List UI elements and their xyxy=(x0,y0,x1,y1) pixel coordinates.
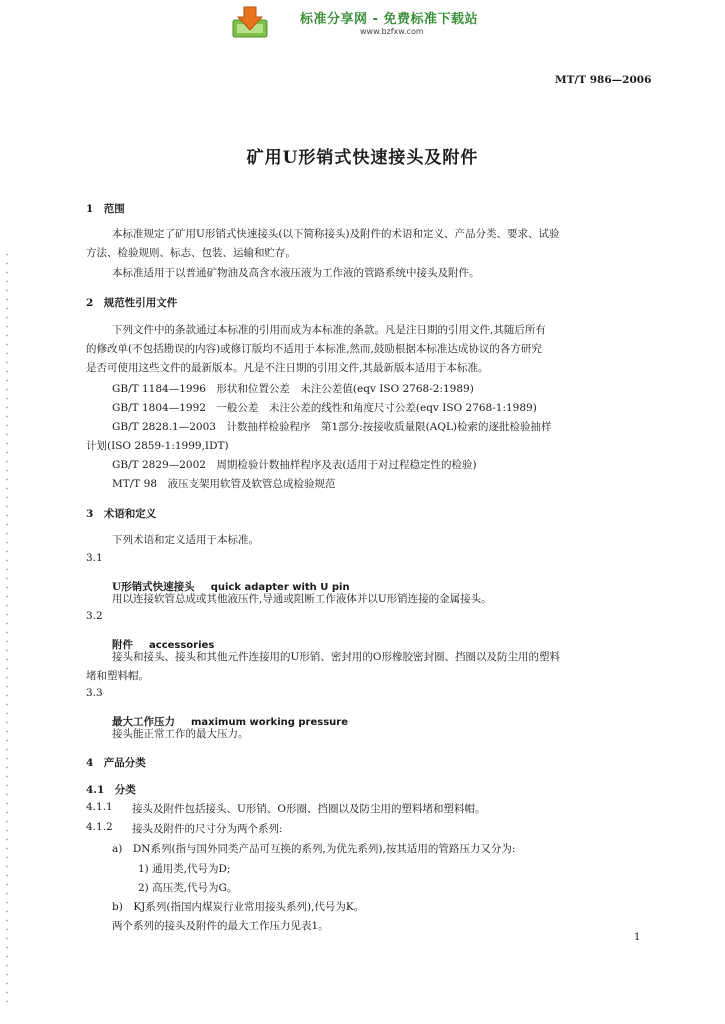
term-definition: 堵和塑料帽。 xyxy=(86,670,149,682)
standard-number: MT/T 986—2006 xyxy=(555,74,652,86)
reference-item: GB/T 2828.1—2003 计数抽样检验程序 第1部分:按接收质量限(AQL)检索的逐批检验抽样 xyxy=(112,421,552,433)
clause-text: 接头及附件的尺寸分为两个系列: xyxy=(132,823,283,835)
reference-item: GB/T 1184—1996 形状和位置公差 未注公差值(eqv ISO 2768-2:1989) xyxy=(112,383,474,395)
section-2-intro-line: 是否可使用这些文件的最新版本。凡是不注日期的引用文件,其最新版本适用于本标准。 xyxy=(86,362,489,374)
term-english: accessories xyxy=(149,640,215,651)
term-english: maximum working pressure xyxy=(191,717,348,728)
clause-number: 4.1.2 xyxy=(86,821,113,833)
list-item: a) DN系列(指与国外同类产品可互换的系列,为优先系列),按其适用的管路压力又分为: xyxy=(112,843,516,855)
subsection-heading: 4.1 分类 xyxy=(86,784,136,796)
site-logo[interactable] xyxy=(231,6,269,39)
reference-item: MT/T 98 液压支架用软管及软管总成检验规范 xyxy=(112,478,336,490)
section-3-heading: 3 术语和定义 xyxy=(86,508,157,520)
reference-item-continuation: 计划(ISO 2859-1:1999,IDT) xyxy=(86,440,229,452)
reference-item: GB/T 2829—2002 周期检验计数抽样程序及表(适用于对过程稳定性的检验) xyxy=(112,459,477,471)
term-chinese: 附件 xyxy=(112,639,133,651)
section-2-intro-line: 下列文件中的条款通过本标准的引用而成为本标准的条款。凡是注日期的引用文件,其随后所有 xyxy=(112,324,546,336)
closing-sentence: 两个系列的接头及附件的最大工作压力见表1。 xyxy=(112,920,329,932)
section-1-paragraph: 本标准适用于以普通矿物油及高含水液压液为工作液的管路系统中接头及附件。 xyxy=(112,267,480,279)
page-number: 1 xyxy=(634,932,641,943)
term-english: quick adapter with U pin xyxy=(210,582,350,593)
section-1-paragraph-line: 本标准规定了矿用U形销式快速接头(以下简称接头)及附件的术语和定义、产品分类、要求、试验 xyxy=(112,228,560,240)
section-1-paragraph-line: 方法、检验规则、标志、包装、运输和贮存。 xyxy=(86,247,296,259)
download-arrow-icon xyxy=(231,6,269,39)
section-2-intro-line: 的修改单(不包括勘误的内容)或修订版均不适用于本标准,然而,鼓励根据本标准达成协议的各方研究 xyxy=(86,343,542,355)
scan-margin-dots xyxy=(6,250,8,1010)
term-definition: 接头和接头、接头和其他元件连接用的U形销、密封用的O形橡胶密封圈、挡圈以及防尘用的塑料 xyxy=(112,651,560,663)
term-number: 3.3 xyxy=(86,687,103,699)
site-url[interactable]: www.bzfxw.com xyxy=(360,27,424,36)
term-definition: 用以连接软管总成或其他液压件,导通或阻断工作液体并以U形销连接的金属接头。 xyxy=(112,593,492,605)
list-subitem: 2) 高压类,代号为G。 xyxy=(138,882,238,894)
site-banner-title[interactable]: 标准分享网 - 免费标准下载站 xyxy=(300,12,478,27)
section-3-intro: 下列术语和定义适用于本标准。 xyxy=(112,534,259,546)
list-item: b) KJ系列(指国内煤炭行业常用接头系列),代号为K。 xyxy=(112,901,365,913)
section-2-heading: 2 规范性引用文件 xyxy=(86,297,178,309)
document-title: 矿用U形销式快速接头及附件 xyxy=(246,148,479,168)
term-number: 3.2 xyxy=(86,610,103,622)
term-chinese: 最大工作压力 xyxy=(112,716,175,728)
term-definition: 接头能正常工作的最大压力。 xyxy=(112,728,249,740)
clause-text: 接头及附件包括接头、U形销、O形圈、挡圈以及防尘用的塑料堵和塑料帽。 xyxy=(132,803,486,815)
list-subitem: 1) 通用类,代号为D; xyxy=(138,863,231,875)
section-4-heading: 4 产品分类 xyxy=(86,757,146,769)
clause-number: 4.1.1 xyxy=(86,801,113,813)
term-number: 3.1 xyxy=(86,552,103,564)
term-chinese: U形销式快速接头 xyxy=(112,581,195,593)
section-1-heading: 1 范围 xyxy=(86,203,125,215)
reference-item: GB/T 1804—1992 一般公差 未注公差的线性和角度尺寸公差(eqv ISO 2768-1:1989) xyxy=(112,402,537,414)
